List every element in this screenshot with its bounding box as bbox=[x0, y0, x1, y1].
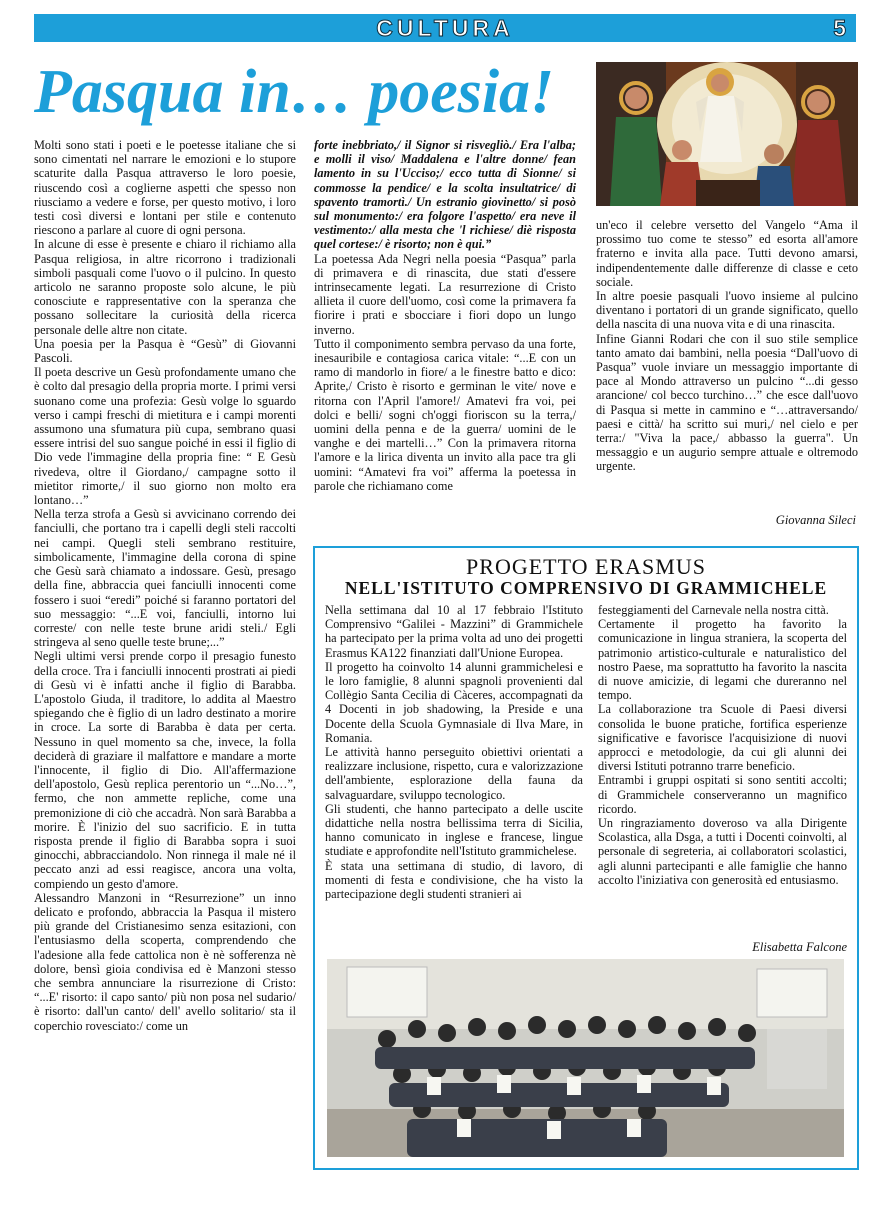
paragraph: Il progetto ha coinvolto 14 alunni grammichelesi e le loro famiglie, 8 alunni spagnoli provenienti dal Collègio Santa Cecilia di Càceres, accompagnati da 4 Docenti in job shadowing, la Preside e una Docente della Scuola Gymnasiale di Ilva Mare, in Romania. bbox=[325, 659, 583, 745]
poem-quote: forte inebbriato,/ il Signor si risvegliò./ Era l'alba; e molli il viso/ Maddalena e l'altre donne/ fean lamento in su l'Ucciso;/ ecco tutta di Sionne/ si commosse la pendice/ e la scolta insultatrice/ di spavento tramortì./ Un estranio giovinetto/ si posò sul monumento:/ era folgore l'aspetto/ era neve il vestimento:/ alla mesta che 'l richiese/ diè risposta quel cortese:/ è risorto; non è qui.” bbox=[314, 138, 576, 252]
article-title: Pasqua in… poesia! bbox=[34, 58, 555, 126]
paragraph: Certamente il progetto ha favorito la comunicazione in lingua straniera, la scoperta del patrimonio artistico-culturale e naturalistico del nostro Paese, ma soprattutto ha favorito la nascita di nuove amicizie, di legami che dureranno nel tempo. bbox=[598, 617, 847, 703]
article-column-3 bbox=[596, 218, 858, 474]
paragraph: Alessandro Manzoni in “Resurrezione” un inno delicato e profondo, abbraccia la Pasqua il mistero più grande del Cristianesimo senza esitazioni, con l'entusiasmo della scoperta, comprendendo che l'adesione alla fede cattolica non è nè sofferenza nè dolore, bensì gioia condivisa ed è Manzoni stesso che sembra annunciare la risurrezione di Cristo: “...E' risorto: il capo santo/ più non posa nel sudario/ è risorto: dall'un canto/ dell' avello solitario/ sta il coperchio rovesciato:/ come un bbox=[34, 890, 296, 1033]
paragraph: Gli studenti, che hanno partecipato a delle uscite didattiche nella nostra bellissima terra di Sicilia, hanno comunicato in inglese e francese, lingue studiate e approfondite nell'Istituto grammichelese. bbox=[325, 801, 583, 859]
article-column-2 bbox=[314, 138, 576, 493]
group-photo bbox=[327, 959, 844, 1157]
article-column-1 bbox=[34, 138, 296, 1033]
erasmus-title: PROGETTO ERASMUS bbox=[466, 554, 706, 579]
erasmus-subtitle: NELL'ISTITUTO COMPRENSIVO DI GRAMMICHELE bbox=[344, 578, 828, 598]
paragraph: Le attività hanno perseguito obiettivi orientati a realizzare inclusione, rispetto, cura e valorizzazione dell'ambiente, esplorazione della fauna da salvaguardare, sviluppo tecnologico. bbox=[325, 745, 583, 802]
paragraph: Una poesia per la Pasqua è “Gesù” di Giovanni Pascoli. bbox=[34, 336, 296, 366]
erasmus-column-1 bbox=[325, 603, 583, 901]
paragraph: Tutto il componimento sembra pervaso da una forte, inesauribile e contagiosa carica vitale: “...E con un ramo di mandorlo in fiore/ a le finestre batto e dico: Aprite,/ Cristo è risorto e germinan le vite/ nove e ritorna con l'April l'amore!/ Amatevi fra voi, pei dolci e belli/ sogni ch'oggi fioriscon su la terra,/ uomini della penna e de la guerra/ uomini de le vanghe e dei martelli…” Con la primavera ritorna l'amore e la lirica diventa un invito alla pace tra gli uomini: “Amatevi fra voi” afferma la poetessa in parole che richiamano come bbox=[314, 336, 576, 493]
section-title: CULTURA bbox=[376, 15, 514, 41]
resurrection-icon-painting bbox=[596, 62, 858, 206]
section-header bbox=[34, 14, 856, 42]
paragraph: Entrambi i gruppi ospitati si sono sentiti accolti; di Grammichele conserveranno un magnifico ricordo. bbox=[598, 773, 847, 816]
erasmus-signature: Elisabetta Falcone bbox=[752, 940, 847, 954]
paragraph: Il poeta descrive un Gesù profondamente umano che è colto dal presagio della propria morte. I primi versi suonano come una profezia: Gesù volge lo sguardo verso i campi freschi di mietitura e i campi morenti assumono una sfumatura più cupa, sembrano quasi essere intrisi del suo sangue poiché in essi il figlio di Dio vede l'immagine della propria fine: “ E Gesù rivedeva, oltre il Giordano,/ campagne sotto il mietitor rimorte,/ il suo giorno non molto era lontano…” bbox=[34, 365, 296, 508]
paragraph: Infine Gianni Rodari che con il suo stile semplice tanto amato dai bambini, nella poesia “Dall'uovo di Pasqua” vuole inviare un messaggio importante di pace al Mondo attraverso un pulcino “...di gesso arancione/ col becco turchino…” che esce dall'uovo di Pasqua si mette in cammino e “…attraversando/ paesi e città/ ha scritto sui muri,/ nel cielo e per terra:/ "Viva la pace,/ abbasso la guerra". Un messaggio e un augurio sempre attuale e oltremodo urgente. bbox=[596, 331, 858, 474]
paragraph: In alcune di esse è presente e chiaro il richiamo alla Pasqua religiosa, in altre ricorrono i tradizionali simboli pasquali come l'uovo o il pulcino. In questo articolo ne saranno proposte solo alcune, le più conosciute e rappresentative con la speranza che possano sollecitare la curiosità della ricerca personale delle altre non citate. bbox=[34, 237, 296, 337]
paragraph: Molti sono stati i poeti e le poetesse italiane che si sono cimentati nel narrare le emozioni e lo stupore scaturite dalla Pasqua attraverso le loro poesie, riuscendo così a coglierne aspetti che spesso non riusciamo a vedere e forse, per questo motivo, i loro testi così diversi e lontani per stile e contenuto riescono a parlare al cuore di ogni persona. bbox=[34, 138, 296, 238]
erasmus-box bbox=[313, 546, 859, 1170]
paragraph: La poetessa Ada Negri nella poesia “Pasqua” parla di primavera e di rinascita, due stati d'essere intrinsecamente legati. La resurrezione di Cristo allieta il cuore dell'uomo, così come la primavera fa fiorire i prati e sbocciare i fiori dopo un lungo inverno. bbox=[314, 251, 576, 337]
paragraph: Un ringraziamento doveroso va alla Dirigente Scolastica, alla Dsga, a tutti i Docenti coinvolti, al personale di segreteria, ai collaboratori scolastici, agli alunni partecipanti e alle famiglie che hanno accolto l'iniziativa con generosità ed entusiasmo. bbox=[598, 816, 847, 887]
paragraph: Nella terza strofa a Gesù si avvicinano correndo dei fanciulli, che portano tra i capelli degli steli raccolti nei campi. Quegli steli sembrano restituire, simbolicamente, l'immagine della corona di spine che Gesù sarà chiamato a indossare. Gesù, presago della fine, abbraccia quei fanciulli innocenti come fossero i suoi “eredi” poiché si faranno portatori del suo messaggio: “...E voi, fanciulli, intorno lui correste/ con nelle teste brune aridi steli./ Egli stringeva al seno quelle teste brune;...” bbox=[34, 507, 296, 650]
paragraph: un'eco il celebre versetto del Vangelo “Ama il prossimo tuo come te stesso” ed esorta all'amore fraterno e invita alla pace. Tutti devono amarsi, indipendentemente dalle differenze di classe e ceto sociale. bbox=[596, 218, 858, 289]
paragraph: In altre poesie pasquali l'uovo insieme al pulcino diventano i portatori di un grande significato, quello della nascita di una nuova vita e di una rinascita. bbox=[596, 289, 858, 332]
paragraph: festeggiamenti del Carnevale nella nostra città. bbox=[598, 603, 829, 617]
paragraph: La collaborazione tra Scuole di Paesi diversi consolida le buone pratiche, fortifica esperienze significative e favorisce l'acquisizione di nuovi approcci e metodologie, da cui gli alunni dei diversi Istituti potranno trarre beneficio. bbox=[598, 702, 847, 774]
paragraph: Nella settimana dal 10 al 17 febbraio l'Istituto Comprensivo “Galilei - Mazzini” di Grammichele ha partecipato per la prima volta ad uno dei progetti Erasmus KA122 finanziati dall'Unione Europea. bbox=[325, 603, 583, 660]
paragraph: È stata una settimana di studio, di lavoro, di momenti di festa e condivisione, che ha visto la partecipazione degli studenti stranieri ai bbox=[325, 858, 583, 902]
erasmus-column-2 bbox=[598, 603, 847, 887]
article-signature: Giovanna Sileci bbox=[775, 513, 856, 527]
paragraph: Negli ultimi versi prende corpo il presagio funesto della croce. Tra i fanciulli innocenti prostrati ai piedi di Gesù vi è infatti anche il figlio di Barabba. L'apostolo Giuda, il traditore, lo addita al Maestro spiegando che è figlio di un ladro destinato a morire in croce. La sorte di Barabba è data per certa. Nessuno in quel momento sa che, invece, la folla deciderà di graziare il malfattore e mandare a morte l'innocente, il figlio di Dio. All'affermazione dell'apostolo, Gesù replica perentorio un “...No…”, fermo, che non ammette repliche, come una premonizione di ciò che accadrà. Non sarà Barabba a morire. È l'inizio del suo sacrificio. E in tutta risposta prende il figlio di Barabba sopra i suoi ginocchi, abbracciandolo. Non rinnega il male né il peccato anzi ad essi reagisce, ancora una volta, compiendo un gesto d'amore. bbox=[34, 649, 296, 891]
page-number: 5 bbox=[833, 15, 846, 41]
